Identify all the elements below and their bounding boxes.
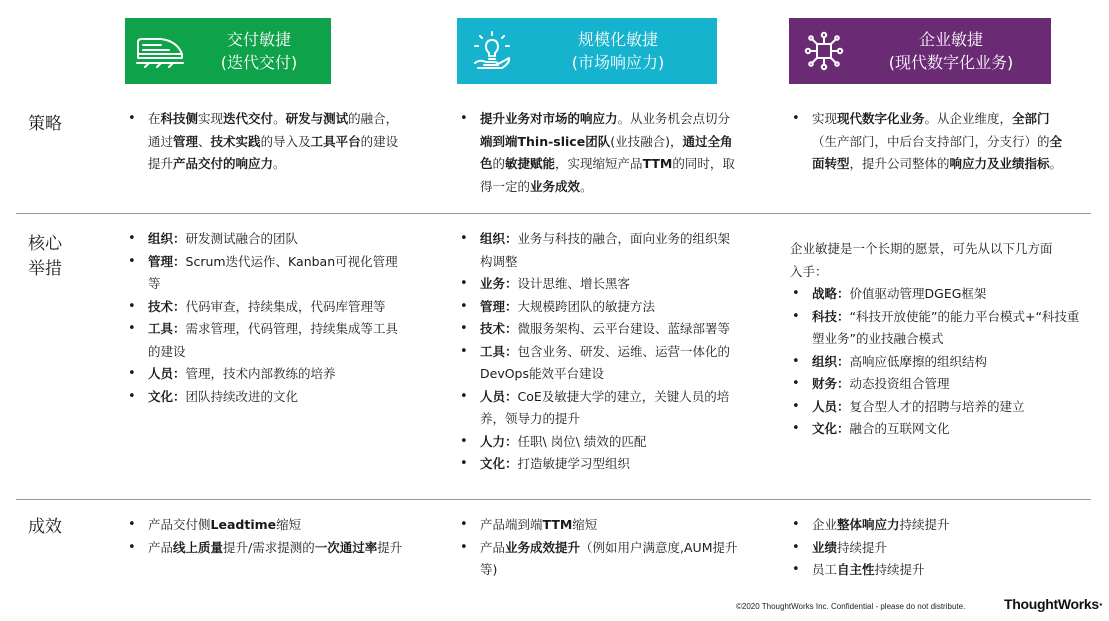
item-label: 人员： [480,388,518,404]
item-text: 价值驱动管理DGEG框架 [849,286,987,301]
strategy-list-delivery [126,108,408,176]
list-item [148,228,410,251]
item-label: 科技： [812,308,850,324]
row-label-initiatives: 核心 举措 [28,234,62,279]
list-item: • 企业整体响应力持续提升 [812,514,1074,537]
item-text: 需求管理，代码管理，持续集成等工具的建设 [148,321,399,359]
list-item [148,318,410,363]
item-text: 研发测试融合的团队 [185,231,299,246]
header-delivery-agility [125,18,331,84]
header-title: 企业敏捷 [918,30,983,49]
list-item [480,341,742,386]
item-label: 组织： [480,231,518,246]
list-item: • 业绩持续提升 [812,537,1074,560]
item-text: 打造敏捷学习型组织 [517,456,631,471]
item-text: 动态投资组合管理 [849,376,950,391]
list-item: • 实现现代数字化业务。从企业维度，全部门（生产部门，中后台支持部门，分支行）的全面转型，提升公司整体的响应力及业绩指标。 [812,108,1074,176]
row-label-results: 成效 [28,517,62,537]
item-text: 复合型人才的招聘与培养的建立 [849,398,1025,414]
item-text: 融合的互联网文化 [849,421,950,436]
list-item [148,363,410,386]
row-label-strategy: 策略 [28,114,62,134]
item-text: 任职\ 岗位\ 绩效的匹配 [517,433,647,449]
list-item [812,351,1082,374]
results-list-scaled [458,514,742,582]
item-text: 微服务架构、云平台建设、蓝绿部署等 [517,321,731,336]
header-subtitle: (现代数字化业务) [888,53,1014,72]
item-label: 文化： [480,456,518,471]
item-text: 代码审查，持续集成，代码库管理等 [185,298,386,314]
item-label: 技术： [480,321,518,336]
list-item: • 在科技侧实现迭代交付。研发与测试的融合，通过管理、技术实践的导入及工具平台的建设提升产品交付的响应力。 [148,108,408,176]
list-item [480,296,742,319]
list-item: • 产品端到端TTM缩短 [480,514,742,537]
train-icon [125,18,195,84]
header-subtitle: (迭代交付) [220,53,298,72]
item-text: CoE及敏捷大学的建立，关键人员的培养，领导力的提升 [480,388,730,426]
list-item: • 产品线上质量提升/需求提测的一次通过率提升 [148,537,410,560]
list-item [480,453,742,476]
strategy-list-scaled [458,108,742,198]
lightbulb-hand-icon [457,18,527,84]
results-list-delivery [126,514,410,559]
item-text: Scrum迭代运作、Kanban可视化管理 等 [148,253,398,291]
item-text: 大规模跨团队的敏捷方法 [517,298,656,314]
item-label: 工具： [148,321,186,336]
header-enterprise-agility [789,18,1051,84]
item-label: 管理： [480,298,518,314]
item-label: 财务： [812,376,850,391]
item-label: 工具： [480,343,518,359]
network-icon [789,18,859,84]
header-subtitle: (市场响应力) [571,53,665,72]
list-item [148,386,410,409]
item-label: 技术： [148,298,186,314]
item-label: 文化： [148,388,186,404]
list-item: • 产品业务成效提升（例如用户满意度,AUM提升等) [480,537,742,582]
item-label: 组织： [148,231,186,246]
list-item [812,283,1082,306]
row-divider [16,499,1091,500]
initiatives-list-delivery [126,228,410,408]
header-scaled-agility [457,18,717,84]
list-item [812,373,1082,396]
list-item [480,431,742,454]
row-divider [16,213,1091,214]
header-title: 规模化敏捷 [577,30,658,49]
list-item: • 提升业务对市场的响应力。从业务机会点切分端到端Thin-slice团队(业技融合)，通过全角色的敏捷赋能，实现缩短产品TTM的同时，取得一定的业务成效。 [480,108,742,198]
initiatives-list-scaled [458,228,742,476]
initiatives-list-enterprise [790,283,1082,441]
list-item [812,306,1082,351]
item-label: 人员： [148,366,186,381]
list-item: • 员工自主性持续提升 [812,559,1074,582]
item-label: 组织： [812,353,850,369]
header-title: 交付敏捷 [226,30,291,49]
item-text: 高响应低摩擦的组织结构 [849,353,988,369]
strategy-list-enterprise [790,108,1074,176]
item-text: 包含业务、研发、运维、运营一体化的DevOps能效平台建设 [480,343,731,381]
item-text: “科技开放使能”的能力平台模式+“科技重塑业务”的业技融合模式 [812,308,1080,346]
copyright-notice: ©2020 ThoughtWorks Inc. Confidential - please do not distribute. [736,602,966,611]
list-item [480,228,742,273]
item-label: 文化： [812,421,850,436]
item-label: 人力： [480,433,518,449]
item-label: 人员： [812,398,850,414]
list-item [812,396,1082,419]
item-label: 战略： [812,286,850,301]
list-item [480,386,742,431]
item-text: 团队持续改进的文化 [185,388,299,404]
list-item [812,418,1082,441]
initiatives-intro-enterprise: 企业敏捷是一个长期的愿景，可先从以下几方面入手： [790,241,1053,279]
list-item [148,296,410,319]
item-text: 管理，技术内部教练的培养 [185,366,336,381]
item-text: 设计思维、增长黑客 [517,276,631,291]
list-item [480,318,742,341]
results-list-enterprise [790,514,1074,582]
list-item [480,273,742,296]
list-item [148,251,410,296]
item-text: 业务与科技的融合，面向业务的组织架构调整 [480,231,731,269]
item-label: 业务： [480,276,518,291]
list-item: • 产品交付侧Leadtime缩短 [148,514,410,537]
item-label: 管理： [148,253,186,269]
thoughtworks-logo: ThoughtWorks· [1004,596,1104,612]
